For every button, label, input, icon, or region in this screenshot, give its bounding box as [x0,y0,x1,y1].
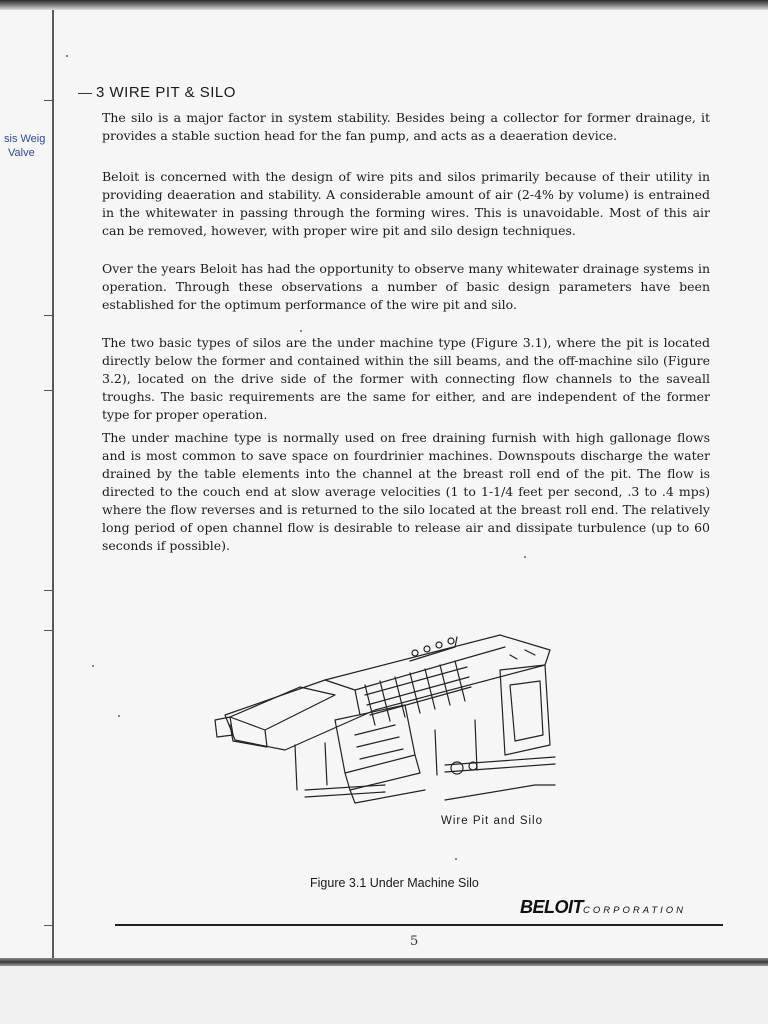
logo-main-text: BELOIT [520,897,583,917]
margin-tick [44,630,52,631]
paragraph-4: The two basic types of silos are the under machine type (Figure 3.1), where the pit is located directly below the former and contained within the sill beams, and the off-machine silo (Figure 3.2), located on the drive side of the former with connecting flow channels to the saveall troughs. The basic requirements are the same for either, and are independent of the former type for proper operation. [102,335,710,422]
scan-bottom-edge [0,958,768,966]
paragraph-2: Beloit is concerned with the design of wire pits and silos primarily because of their utility in providing deaeration and stability. A considerable amount of air (2-4% by volume) is entrained in the whitewater in passing through the forming wires. This is unavoidable. Most of this air can be removed, however, with proper wire pit and silo design techniques. [102,169,710,238]
scan-speck [66,55,68,57]
margin-tick [44,390,52,391]
margin-text-line: sis Weig [4,133,46,145]
figure-caption: Figure 3.1 Under Machine Silo [310,876,479,890]
scan-speck [300,330,302,332]
scan-margin-below [0,966,768,1024]
previous-page-margin-text [0,132,52,160]
paragraph-1: The silo is a major factor in system stability. Besides being a collector for former drainage, it provides a stable suction head for the fan pump, and acts as a deaeration device. [102,110,710,143]
section-heading-text: 3 WIRE PIT & SILO [96,84,236,101]
beloit-logo [520,897,686,918]
scan-top-edge [0,0,768,10]
figure-label: Wire Pit and Silo [441,815,544,827]
footer-rule [115,924,723,926]
wire-pit-silo-illustration [205,625,575,815]
scan-speck [524,556,526,558]
margin-tick [44,590,52,591]
scan-speck [118,715,120,717]
paragraph-5: The under machine type is normally used on free draining furnish with high gallonage flows and is most common to save space on fourdrinier machines. Downspouts discharge the water drained by the table elements into the channel at the breast roll end of the pit. The flow is directed to the couch end at slow average velocities (1 to 1-1/4 feet per second, .3 to .4 mps) where the flow reverses and is returned to the silo located at the breast roll end. The relatively long period of open channel flow is desirable to release air and dissipate turbulence (up to 60 seconds if possible). [102,430,710,553]
section-heading [78,84,236,101]
margin-text-line: Valve [8,147,35,159]
paragraph-3: Over the years Beloit has had the opportunity to observe many whitewater drainage systems in operation. Through these observations a number of basic design parameters have been established for the optimum performance of the wire pit and silo. [102,261,710,312]
margin-tick [44,315,52,316]
margin-tick [44,100,52,101]
scan-speck [455,858,457,860]
scan-speck [92,665,94,667]
margin-tick [44,925,52,926]
page-number: 5 [410,934,419,949]
heading-dash [78,93,92,94]
logo-sub-text: CORPORATION [583,905,687,916]
